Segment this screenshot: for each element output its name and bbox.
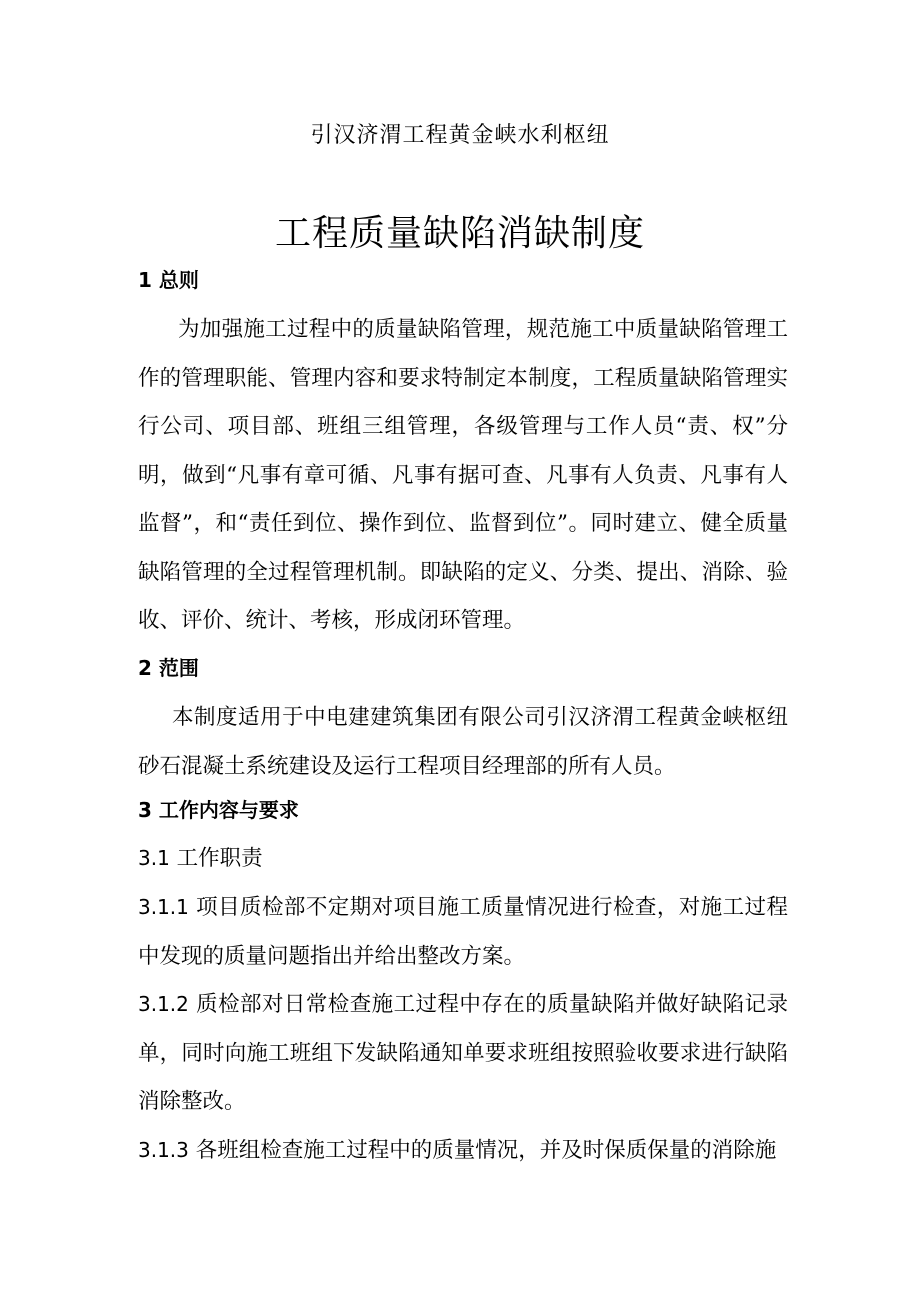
section-body-scope: 本制度适用于中电建建筑集团有限公司引汉济渭工程黄金峡枢纽砂石混凝土系统建设及运行工程项目经理部的所有人员。 <box>138 705 788 779</box>
clause-text: 质检部对日常检查施工过程中存在的质量缺陷并做好缺陷记录单，同时向施工班组下发缺陷通知单要求班组按照验收要求进行缺陷消除整改。 <box>138 992 788 1114</box>
clause-number: 3.1.1 <box>138 895 189 919</box>
clause-3-1-2 <box>138 980 788 1127</box>
document-title: 工程质量缺陷消缺制度 <box>274 213 645 254</box>
clause-number: 3.1.2 <box>138 992 189 1016</box>
clause-text: 项目质检部不定期对项目施工质量情况进行检查，对施工过程中发现的质量问题指出并给出整改方案。 <box>138 895 788 969</box>
section-heading-scope: 2 范围 <box>138 656 199 680</box>
subsection-number: 3.1 <box>138 846 170 870</box>
clause-3-1-3 <box>138 1126 788 1176</box>
clause-3-1-1 <box>138 883 788 981</box>
subsection-duties <box>138 834 788 884</box>
subsection-label: 工作职责 <box>176 846 263 871</box>
document-subtitle: 引汉济渭工程黄金峡水利枢纽 <box>310 123 610 148</box>
section-heading-general: 1 总则 <box>138 268 199 292</box>
section-body-general: 为加强施工过程中的质量缺陷管理，规范施工中质量缺陷管理工作的管理职能、管理内容和要求特制定本制度，工程质量缺陷管理实行公司、项目部、班组三组管理，各级管理与工作人员“责、权”分明，做到“凡事有章可循、凡事有据可查、凡事有人负责、凡事有人监督”，和“责任到位、操作到位、监督到位”。同时建立、健全质量缺陷管理的全过程管理机制。即缺陷的定义、分类、提出、消除、验收、评价、统计、考核，形成闭环管理。 <box>138 317 788 633</box>
section-heading-work: 3 工作内容与要求 <box>138 798 299 822</box>
clause-number: 3.1.3 <box>138 1138 189 1162</box>
clause-text: 各班组检查施工过程中的质量情况，并及时保质保量的消除施 <box>195 1138 777 1163</box>
